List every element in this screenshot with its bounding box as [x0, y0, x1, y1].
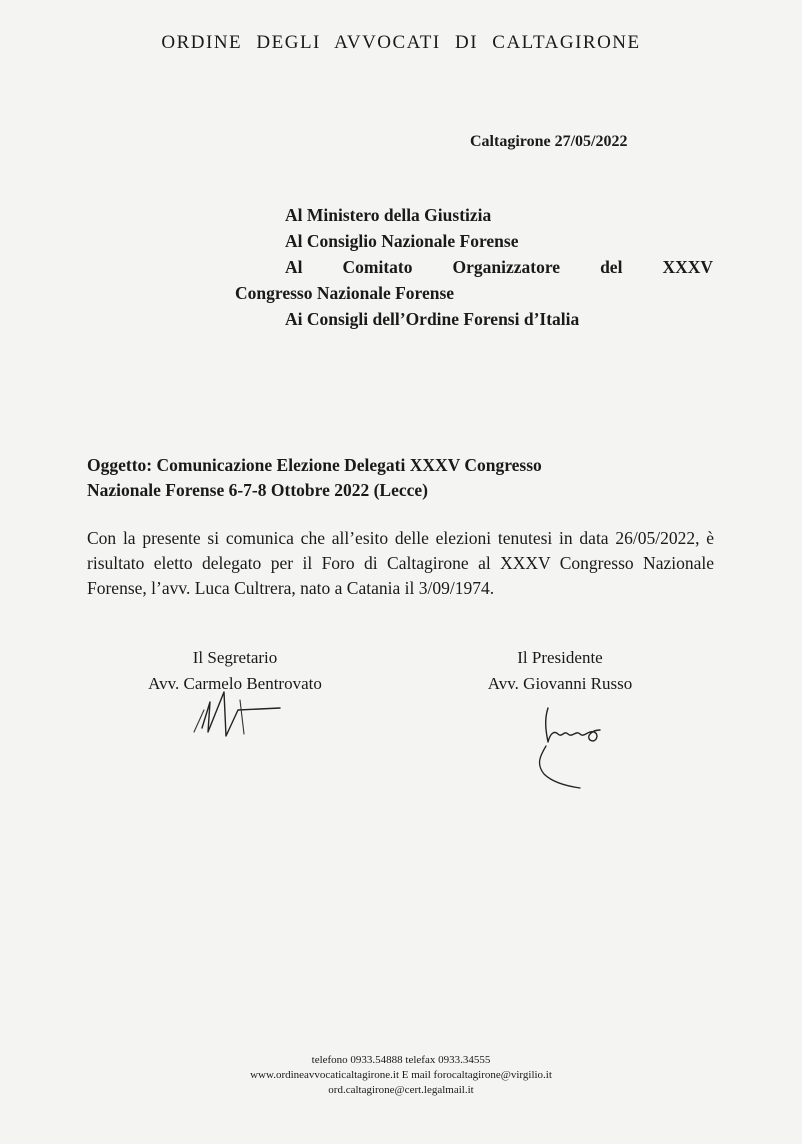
recipient-line: Congresso Nazionale Forense [235, 283, 455, 303]
subject-block [87, 453, 687, 503]
president-handwritten-signature [530, 700, 640, 795]
footer-phone-line: telefono 0933.54888 telefax 0933.34555 [311, 1054, 491, 1066]
recipient-line: Al Consiglio Nazionale Forense [285, 231, 519, 251]
secretary-role: Il Segretario [192, 648, 278, 667]
recipient-line: Ai Consigli dell’Ordine Forensi d’Italia [285, 309, 580, 329]
recipient-line: Al Ministero della Giustizia [285, 205, 492, 225]
president-signature-block [445, 645, 675, 697]
recipient-line: Al Comitato Organizzatore del XXXV [285, 257, 713, 277]
recipients-block [235, 202, 713, 332]
org-header: ORDINE DEGLI AVVOCATI DI CALTAGIRONE [161, 32, 641, 53]
president-role: Il Presidente [517, 648, 603, 667]
subject-line: Oggetto: Comunicazione Elezione Delegati XXXV Congresso [87, 455, 542, 475]
body-paragraph: Con la presente si comunica che all’esito delle elezioni tenutesi in data 26/05/2022, è risultato eletto delegato per il Foro di Caltagirone al XXXV Congresso Nazionale Forense, l’avv. Luca Cultrera, nato a Catania il 3/09/1974. [87, 528, 714, 598]
subject-line: Nazionale Forense 6-7-8 Ottobre 2022 (Lecce) [87, 480, 428, 500]
letterhead-footer [0, 1053, 802, 1098]
secretary-name: Avv. Carmelo Bentrovato [148, 674, 322, 693]
secretary-handwritten-signature [180, 680, 300, 740]
letter-date: Caltagirone 27/05/2022 [470, 133, 628, 150]
footer-web-email-line: www.ordineavvocaticaltagirone.it E mail forocaltagirone@virgilio.it [250, 1069, 552, 1081]
president-name: Avv. Giovanni Russo [487, 674, 633, 693]
footer-pec-line: ord.caltagirone@cert.legalmail.it [328, 1084, 474, 1096]
